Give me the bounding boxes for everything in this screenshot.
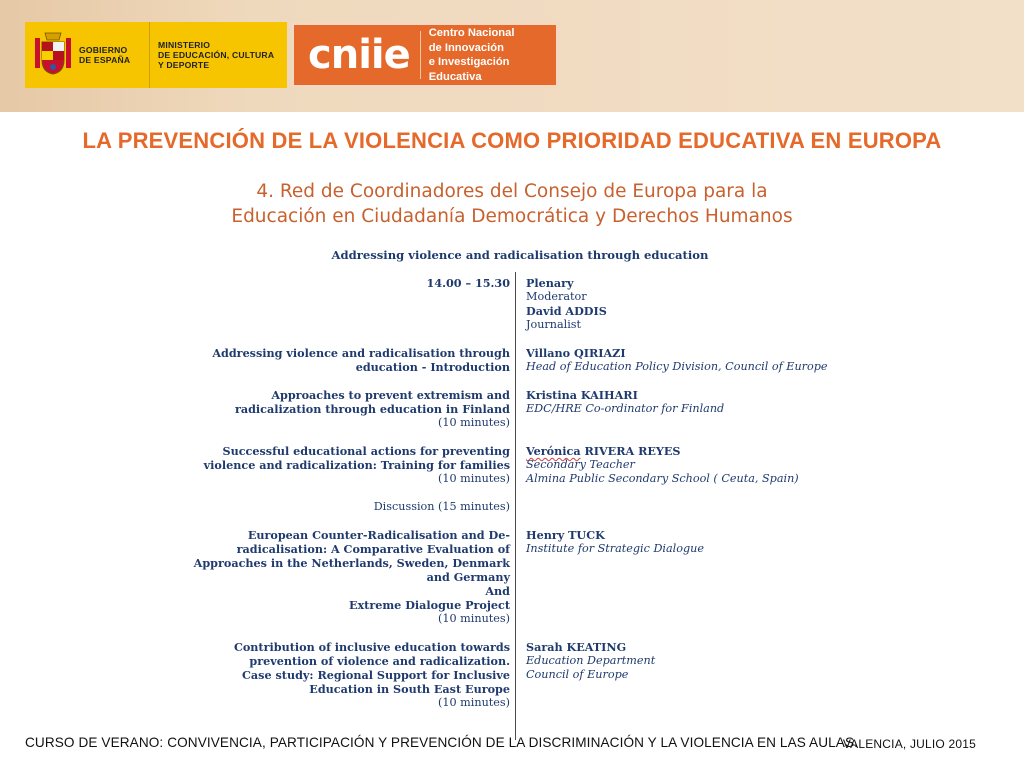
row-role: Education Department bbox=[526, 654, 656, 667]
row-time: 14.00 – 15.30 bbox=[426, 276, 510, 290]
program-table bbox=[150, 248, 870, 709]
cniie-separator bbox=[420, 31, 421, 79]
row-speaker-firstname: Verónica bbox=[526, 444, 581, 458]
cniie-line3: e Investigación Educativa bbox=[428, 56, 510, 83]
row-speaker: Sarah KEATING bbox=[526, 640, 627, 654]
row-topic-line: And bbox=[485, 584, 510, 598]
coat-of-arms-icon bbox=[33, 30, 73, 80]
row-role: Moderator bbox=[526, 290, 587, 303]
discussion-duration: Discussion (15 minutes) bbox=[373, 500, 510, 513]
page-subtitle bbox=[0, 179, 1024, 229]
gob-line2: DE ESPAÑA bbox=[79, 55, 131, 65]
row-speaker-2: David ADDIS bbox=[526, 304, 607, 318]
row-speaker: Kristina KAIHARI bbox=[526, 388, 638, 402]
cniie-line1: Centro Nacional bbox=[428, 27, 515, 39]
row-role-2: Journalist bbox=[526, 318, 582, 331]
row-role: Secondary Teacher bbox=[526, 458, 635, 471]
row-role: EDC/HRE Co-ordinator for Finland bbox=[526, 402, 725, 415]
row-duration: (10 minutes) bbox=[438, 416, 510, 429]
cniie-wordmark: cniie bbox=[308, 32, 410, 78]
min-line3: Y DEPORTE bbox=[158, 60, 210, 70]
min-line2: DE EDUCACIÓN, CULTURA bbox=[158, 50, 275, 60]
header-band bbox=[0, 0, 1024, 112]
row-affiliation: Institute for Strategic Dialogue bbox=[526, 542, 704, 555]
row-topic-line: radicalization through education in Finland bbox=[234, 402, 510, 416]
row-topic-line: violence and radicalization: Training for families bbox=[203, 458, 510, 472]
row-topic-line: Contribution of inclusive education towards bbox=[233, 640, 510, 654]
row-speaker: Villano QIRIAZI bbox=[526, 346, 626, 360]
logo-block bbox=[25, 22, 559, 88]
row-affiliation: Council of Europe bbox=[526, 668, 629, 681]
row-topic-line: Approaches in the Netherlands, Sweden, Denmark bbox=[193, 556, 510, 570]
row-duration: (10 minutes) bbox=[438, 612, 510, 625]
column-divider bbox=[515, 272, 516, 740]
row-topic-line: Case study: Regional Support for Inclusive bbox=[242, 668, 510, 682]
row-topic-line: prevention of violence and radicalization. bbox=[249, 654, 510, 668]
gobierno-logo bbox=[25, 22, 149, 88]
row-speaker-lastname: RIVERA REYES bbox=[580, 444, 681, 458]
row-topic-line: Approaches to prevent extremism and bbox=[271, 388, 510, 402]
row-topic-line: Extreme Dialogue Project bbox=[348, 598, 510, 612]
ministerio-logo bbox=[149, 22, 287, 88]
program-heading: Addressing violence and radicalisation through education bbox=[331, 248, 709, 262]
row-topic-line: Successful educational actions for preventing bbox=[222, 444, 510, 458]
row-topic-line: radicalisation: A Comparative Evaluation of bbox=[236, 542, 510, 556]
min-line1: MINISTERIO bbox=[158, 40, 211, 50]
page-title: LA PREVENCIÓN DE LA VIOLENCIA COMO PRIORIDAD EDUCATIVA EN EUROPA bbox=[82, 128, 942, 153]
row-topic-line: Education in South East Europe bbox=[309, 682, 510, 696]
row-speaker: Henry TUCK bbox=[526, 528, 605, 542]
row-duration: (10 minutes) bbox=[438, 472, 510, 485]
row-duration: (10 minutes) bbox=[438, 696, 510, 709]
gob-line1: GOBIERNO bbox=[79, 45, 128, 55]
row-topic-line: Addressing violence and radicalisation through bbox=[212, 346, 510, 360]
subtitle-line1: 4. Red de Coordinadores del Consejo de Europa para la bbox=[256, 181, 768, 202]
row-topic-line: education - Introduction bbox=[355, 360, 510, 374]
row-topic-line: and Germany bbox=[426, 570, 510, 584]
cniie-logo bbox=[291, 22, 559, 88]
row-affiliation: Almina Public Secondary School ( Ceuta, Spain) bbox=[526, 472, 799, 485]
row-role: Head of Education Policy Division, Council of Europe bbox=[526, 360, 828, 373]
footer-course: CURSO DE VERANO: CONVIVENCIA, PARTICIPACIÓN Y PREVENCIÓN DE LA DISCRIMINACIÓN Y LA VIOLENCIA EN LAS AULAS. bbox=[25, 735, 858, 750]
row-speaker: Plenary bbox=[526, 276, 574, 290]
footer-location-date: VALENCIA, JULIO 2015 bbox=[842, 737, 976, 751]
row-topic-line: European Counter-Radicalisation and De- bbox=[247, 528, 510, 542]
subtitle-line2: Educación en Ciudadanía Democrática y Derechos Humanos bbox=[231, 206, 793, 227]
cniie-line2: de Innovación bbox=[428, 41, 504, 54]
